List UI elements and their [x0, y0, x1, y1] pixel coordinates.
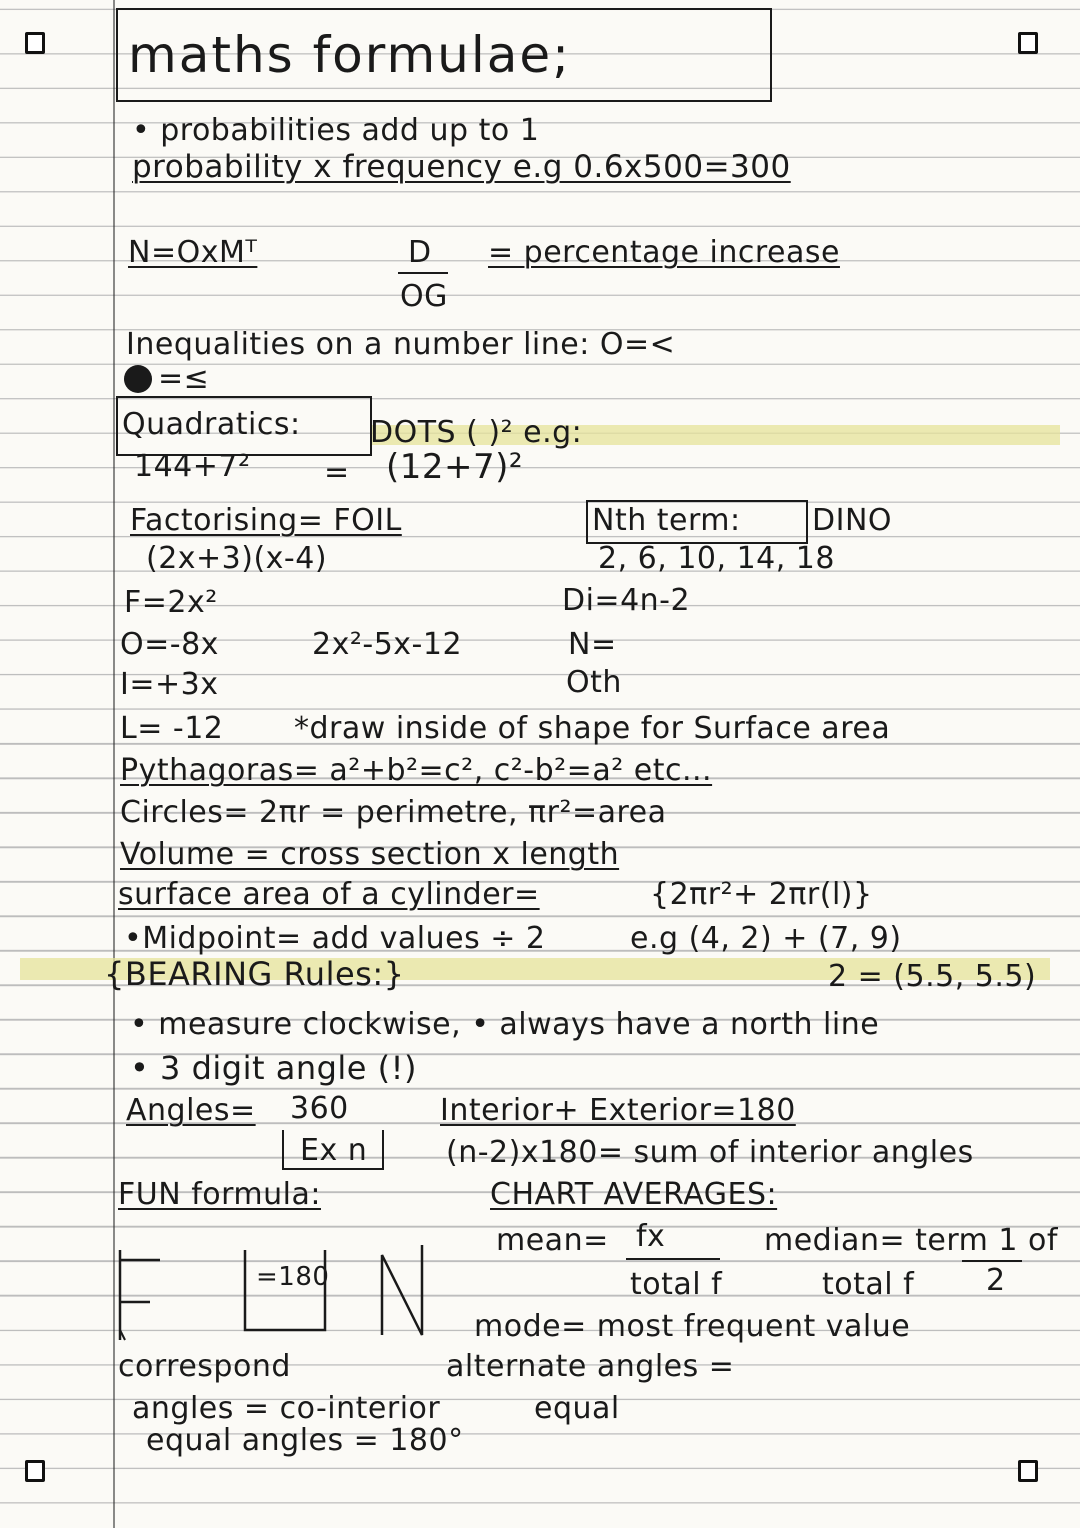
formula: F=2x² — [124, 585, 218, 620]
formula: surface area of a cylinder= — [118, 877, 540, 912]
note-line: angles = co-interior — [132, 1391, 441, 1426]
note-line: alternate angles = — [446, 1349, 735, 1384]
formula: (n-2)x180= sum of interior angles — [446, 1135, 974, 1170]
formula: total f — [630, 1267, 723, 1302]
note-line: =≤ — [158, 361, 210, 396]
heading: FUN formula: — [118, 1177, 321, 1212]
formula: •Midpoint= add values ÷ 2 — [124, 921, 546, 956]
formula: e.g (4, 2) + (7, 9) — [630, 921, 902, 956]
note-line: DOTS ( )² e.g: — [370, 415, 583, 450]
formula: Interior+ Exterior=180 — [440, 1093, 796, 1128]
formula: 2 — [986, 1263, 1006, 1298]
fraction-bar — [626, 1258, 720, 1260]
note-line: *draw inside of shape for Surface area — [294, 711, 891, 746]
binder-hole-icon — [1018, 1460, 1038, 1482]
formula: =180 — [256, 1262, 330, 1292]
formula: Pythagoras= a²+b²=c², c²-b²=a² etc... — [120, 753, 713, 788]
formula: O=-8x — [120, 627, 219, 662]
formula: (12+7)² — [386, 447, 524, 487]
note-line: • 3 digit angle (!) — [130, 1049, 417, 1087]
formula: total f — [822, 1267, 915, 1302]
formula: Oth — [566, 665, 622, 700]
binder-hole-icon — [25, 1460, 45, 1482]
note-line: probability x frequency e.g 0.6x500=300 — [132, 149, 791, 185]
formula: mean= — [496, 1223, 609, 1258]
formula: L= -12 — [120, 711, 224, 746]
note-line: equal — [534, 1391, 620, 1426]
note-line: Inequalities on a number line: O=< — [126, 327, 676, 362]
formula: Di=4n-2 — [562, 583, 691, 618]
formula: 2 = (5.5, 5.5) — [828, 959, 1037, 994]
fraction-bar — [398, 272, 448, 274]
heading: Angles= — [126, 1093, 256, 1128]
fraction-bar — [962, 1260, 1022, 1262]
heading: Quadratics: — [122, 407, 301, 442]
note-line: equal angles = 180° — [146, 1423, 464, 1458]
formula: Volume = cross section x length — [120, 837, 620, 872]
formula: N= — [568, 627, 617, 662]
fraction-denominator: OG — [400, 279, 448, 314]
fraction-numerator: D — [408, 235, 432, 270]
fraction-numerator: fx — [636, 1219, 666, 1254]
note-line: • measure clockwise, • always have a north line — [130, 1007, 880, 1042]
formula: 144+7² — [134, 449, 251, 484]
formula: 360 — [290, 1091, 349, 1126]
formula-label: = percentage increase — [488, 235, 840, 270]
formula: Circles= 2πr = perimetre, πr²=area — [120, 795, 667, 830]
note-line: correspond — [118, 1349, 291, 1384]
formula: median= term 1 of — [764, 1223, 1058, 1258]
heading: CHART AVERAGES: — [490, 1177, 778, 1212]
formula: (2x+3)(x-4) — [146, 541, 328, 576]
filled-circle-icon — [122, 362, 158, 396]
formula: 2x²-5x-12 — [312, 627, 463, 662]
formula: N=OxMᵀ — [128, 235, 258, 270]
sequence: 2, 6, 10, 14, 18 — [598, 541, 835, 576]
formula: = — [324, 455, 350, 490]
binder-hole-icon — [25, 32, 45, 54]
formula: mode= most frequent value — [474, 1309, 911, 1344]
heading: Factorising= FOIL — [130, 503, 402, 538]
formula: I=+3x — [120, 667, 219, 702]
fun-formula-diagram — [110, 1240, 450, 1350]
heading: Nth term: — [592, 503, 741, 538]
binder-hole-icon — [1018, 32, 1038, 54]
heading: {BEARING Rules:} — [104, 955, 405, 993]
note-line: DINO — [812, 503, 893, 538]
note-line: • probabilities add up to 1 — [132, 113, 540, 148]
formula: Ex n — [300, 1133, 368, 1168]
page-title: maths formulae; — [128, 26, 571, 84]
formula: {2πr²+ 2πr(l)} — [650, 877, 873, 912]
